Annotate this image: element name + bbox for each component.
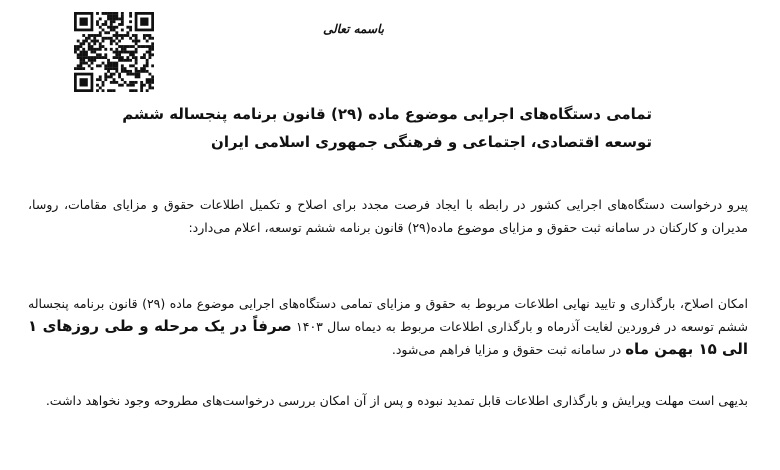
invocation-heading: باسمه تعالی	[322, 22, 384, 36]
paragraph-announcement-text: امکان اصلاح، بارگذاری و تایید نهایی اطلاعات مربوط به حقوق و مزایای تمامی دستگاه‌های اجرایی موضوع ماده (۲۹) قانون برنامه پنجساله ششم توسعه در فروردین لغایت آذرماه و بارگذاری اطلاعات مربوط به دیماه سال ۱۴۰۳	[28, 296, 748, 334]
paragraph-announcement-tail: در سامانه ثبت حقوق و مزایا فراهم می‌شود.	[391, 342, 622, 357]
recipient-title-line1: تمامی دستگاه‌های اجرایی موضوع ماده (۲۹) قانون برنامه پنجساله ششم	[122, 105, 652, 123]
recipient-title-line2: توسعه اقتصادی، اجتماعی و فرهنگی جمهوری اسلامی ایران	[211, 133, 652, 151]
paragraph-closing: بدیهی است مهلت ویرایش و بارگذاری اطلاعات قابل تمدید نبوده و پس از آن امکان بررسی درخواست‌های مطروحه وجود نخواهد داشت.	[45, 393, 748, 408]
deadline-emphasis: صرفاً در یک مرحله و طی روزهای ۱ الی ۱۵ بهمن ماه	[28, 317, 748, 358]
paragraph-announcement	[28, 292, 748, 361]
qr-code	[74, 12, 154, 92]
qr-code-graphic	[74, 12, 154, 92]
paragraph-intro: پیرو درخواست دستگاه‌های اجرایی کشور در رابطه با ایجاد فرصت مجدد برای اصلاح و تکمیل اطلاعات حقوق و مزایای مقامات، روسا، مدیران و کارکنان در سامانه ثبت حقوق و مزایای موضوع ماده(۲۹) قانون برنامه ششم توسعه، اعلام می‌دارد:	[28, 197, 748, 235]
